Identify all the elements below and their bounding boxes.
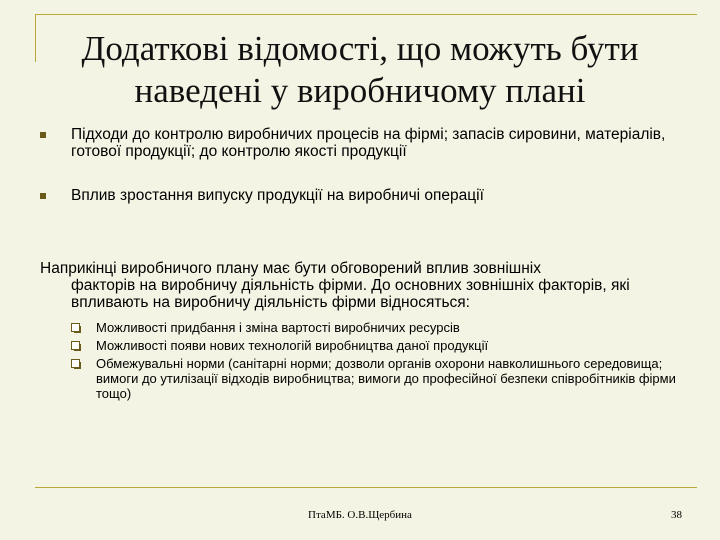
sub-bullet-text: Можливості придбання і зміна вартості виробничих ресурсів <box>96 320 460 335</box>
checkbox-bullet-icon <box>71 359 80 368</box>
frame-left-line <box>35 14 36 62</box>
paragraph-line-1: Наприкінці виробничого плану має бути обговорений вплив зовнішніх <box>40 260 541 277</box>
sub-bullet-text: Обмежувальні норми (санітарні норми; дозволи органів охорони навколишнього середовища; вимоги до утилізації відходів виробництва; вимоги до професійної безпеки співробітників фірми тощо) <box>96 356 676 401</box>
sub-bullet-text: Можливості появи нових технологій виробництва даної продукції <box>96 338 489 353</box>
paragraph-rest: факторів на виробничу діяльність фірми. До основних зовнішніх факторів, які впливають на виробничу діяльність фірми відносяться: <box>71 277 630 311</box>
bullet-text: Підходи до контролю виробничих процесів на фірмі; запасів сировини, матеріалів, готової продукції; до контролю якості продукції <box>71 126 666 160</box>
footer-divider <box>35 487 697 488</box>
title-line-2: наведені у виробничому плані <box>134 71 586 110</box>
bullet-item <box>40 126 680 160</box>
paragraph <box>40 260 690 311</box>
footer-author: ПтаМБ. О.В.Щербина <box>308 509 412 521</box>
sub-bullet-item <box>71 320 681 335</box>
bullet-item <box>40 187 680 204</box>
sub-bullet-item <box>71 356 681 401</box>
checkbox-bullet-icon <box>71 341 80 350</box>
bullet-list <box>40 126 680 231</box>
sub-bullet-item <box>71 338 681 353</box>
slide-title <box>40 28 680 112</box>
title-line-1: Додаткові відомості, що можуть бути <box>81 29 639 68</box>
checkbox-bullet-icon <box>71 323 80 332</box>
sub-bullet-list <box>71 320 681 404</box>
page-number: 38 <box>671 509 682 521</box>
square-bullet-icon <box>40 132 46 138</box>
square-bullet-icon <box>40 193 46 199</box>
bullet-text: Вплив зростання випуску продукції на виробничі операції <box>71 187 484 204</box>
frame-top-line <box>35 14 697 15</box>
